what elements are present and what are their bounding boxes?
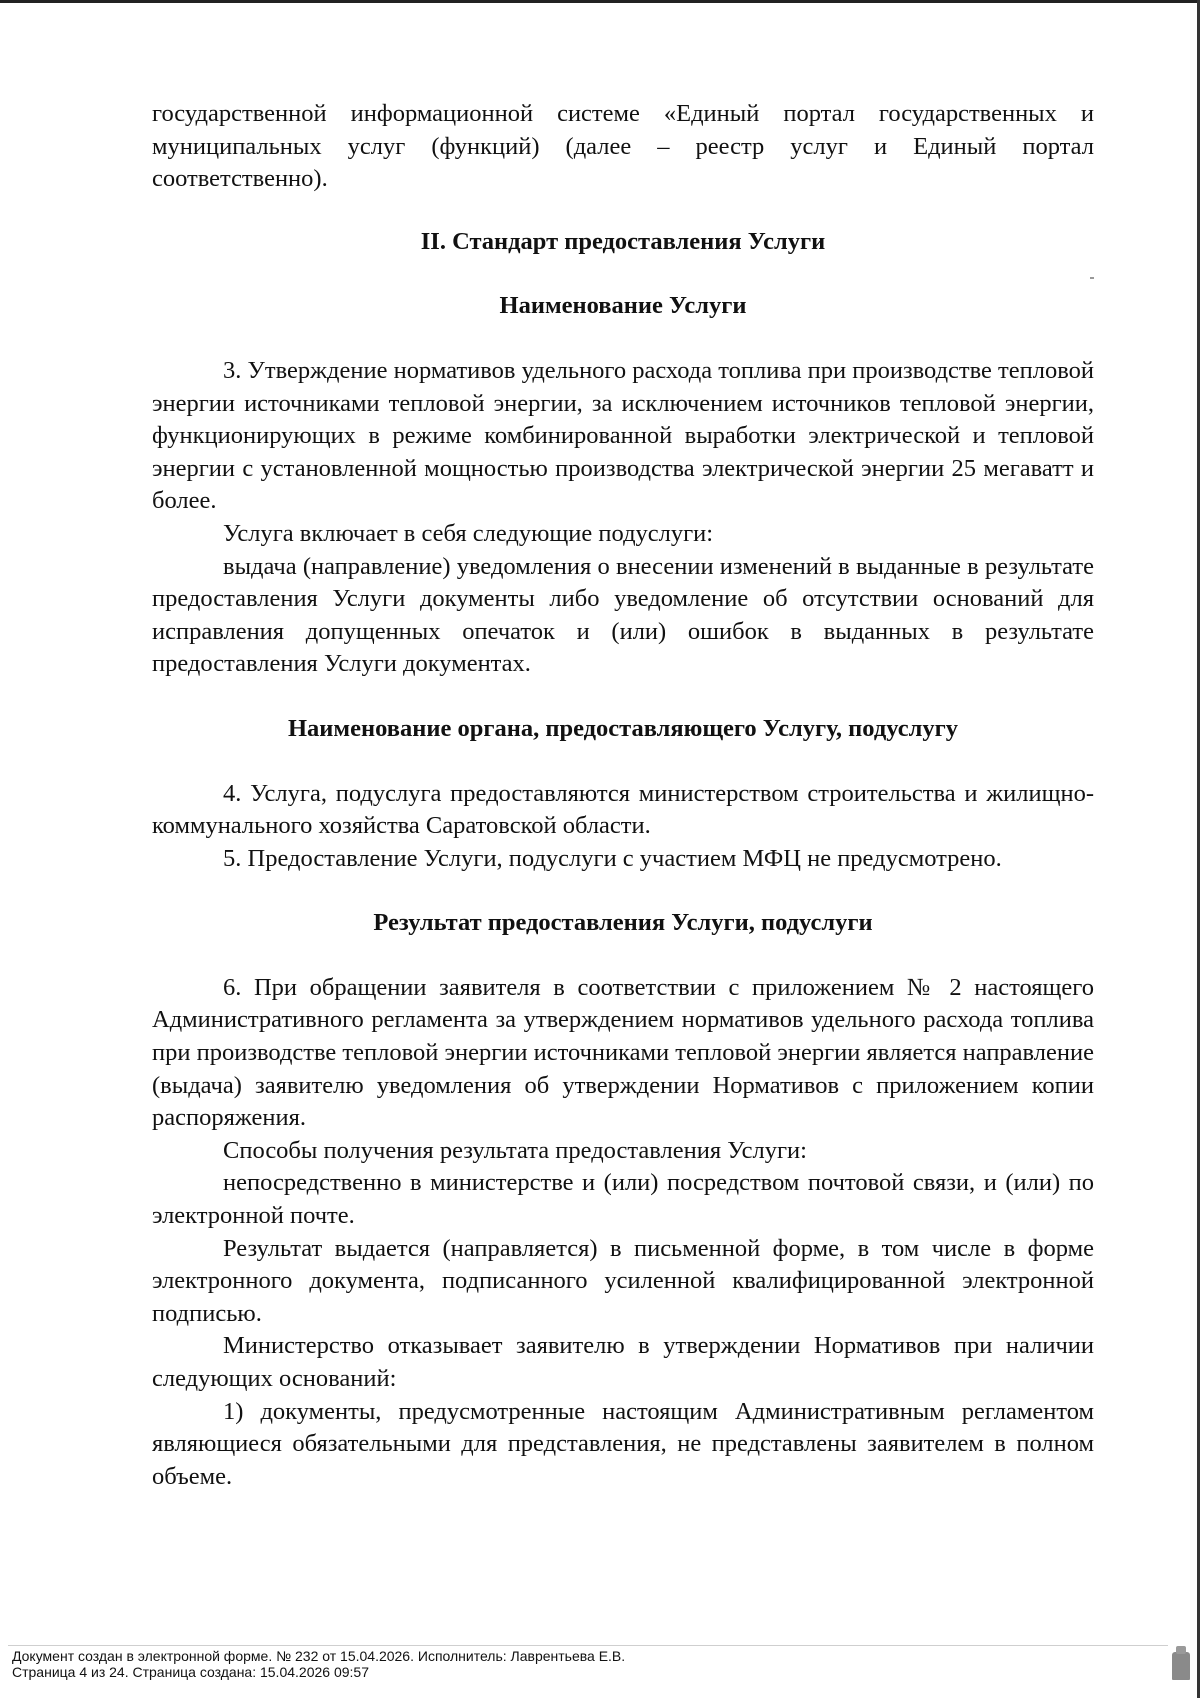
paragraph-6-refusal-1: 1) документы, предусмотренные настоящим Административным регламентом являющиеся обязательными для представления, не представлены заявителем в полном объеме. [152,1397,1094,1490]
heading-authority: Наименование органа, предоставляющего Услугу, подуслугу [288,714,958,742]
paragraph-4: 4. Услуга, подуслуга предоставляются министерством строительства и жилищно-коммунального хозяйства Саратовской области. [152,779,1094,840]
heading-service-name: Наименование Услуги [499,292,747,320]
document-footer [12,1648,1162,1680]
paragraph-3-subservices-intro: Услуга включает в себя следующие подуслуги: [223,519,714,547]
footer-line-2: Страница 4 из 24. Страница создана: 15.04.2026 09:57 [12,1664,369,1680]
heading-result: Результат предоставления Услуги, подуслуги [373,909,873,937]
scan-top-edge [0,0,1200,3]
section-title: II. Стандарт предоставления Услуги [420,227,826,255]
paragraph-6: 6. При обращении заявителя в соответствии с приложением № 2 настоящего Административного регламента за утверждением нормативов удельного расхода топлива при производстве тепловой энергии источниками тепловой энергии является направление (выдача) заявителю уведомления об утверждении Нормативов с приложением копии распоряжения. [152,973,1094,1132]
paragraph-6-form: Результат выдается (направляется) в письменной форме, в том числе в форме электронного документа, подписанного усиленной квалифицированной электронной подписью. [152,1234,1094,1327]
paragraph-6-refusal-intro: Министерство отказывает заявителю в утверждении Нормативов при наличии следующих оснований: [152,1332,1094,1392]
paragraph-6-method-1: непосредственно в министерстве и (или) посредством почтовой связи, и (или) по электронной почте. [152,1169,1094,1230]
footer-divider [8,1645,1168,1646]
paragraph-3: 3. Утверждение нормативов удельного расхода топлива при производстве тепловой энергии источниками тепловой энергии, за исключением источников тепловой энергии, функционирующих в режиме комбинированной выработки электрической и тепловой энергии с установленной мощностью производства электрической энергии 25 мегаватт и более. [152,356,1094,515]
paragraph-5: 5. Предоставление Услуги, подуслуги с участием МФЦ не предусмотрено. [223,844,1002,872]
coat-of-arms-icon [1172,1652,1190,1680]
paragraph-6-methods-intro: Способы получения результата предоставления Услуги: [223,1136,807,1164]
document-body [152,98,1094,1493]
intro-paragraph: государственной информационной системе «Единый портал государственных и муниципальных услуг (функций) (далее – реестр услуг и Единый портал соответственно). [152,100,1094,193]
paragraph-3-subservice-1: выдача (направление) уведомления о внесении изменений в выданные в результате предоставления Услуги документы либо уведомление об отсутствии оснований для исправления допущенных опечаток и (или) ошибок в выданных в результате предоставления Услуги документах. [152,552,1094,678]
footer-line-1: Документ создан в электронной форме. № 232 от 15.04.2026. Исполнитель: Лаврентьева Е.В. [12,1648,626,1664]
